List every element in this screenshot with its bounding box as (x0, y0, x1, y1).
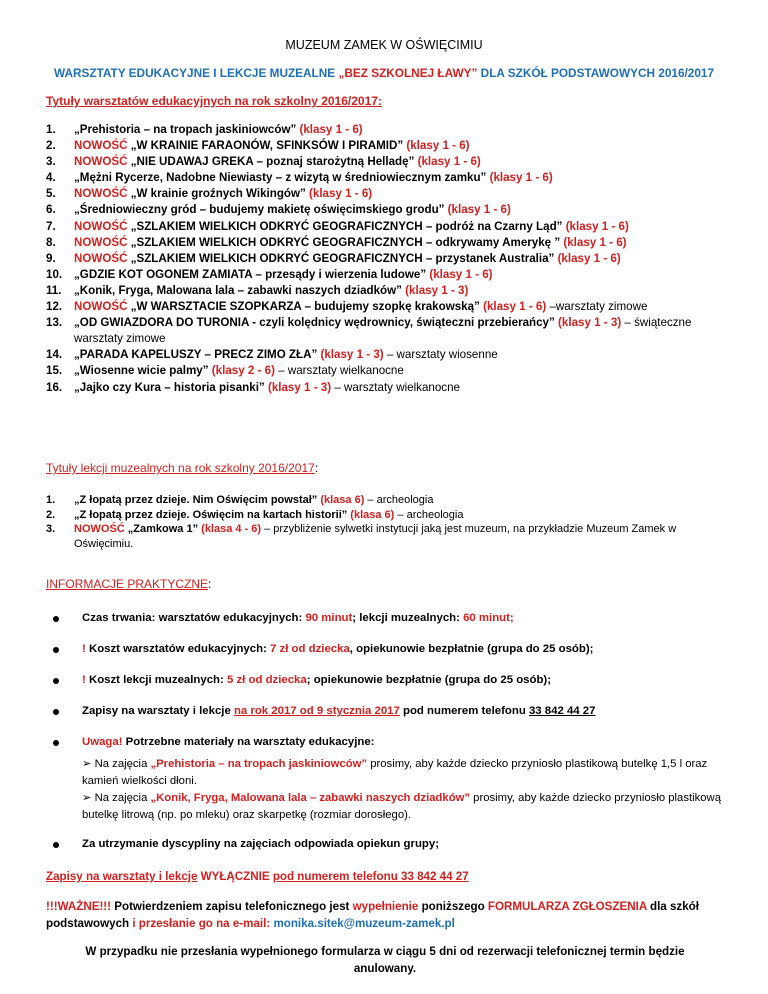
cost-workshops-mark: ! (82, 643, 89, 655)
sub1-text: prosimy, aby każde dziecko przyniosło plastikową butelkę 1,5 l oraz kamień wielkości dłoni. (82, 758, 708, 787)
only-phone-c: pod numerem telefonu 33 842 44 27 (272, 870, 469, 883)
item-title: „Z łopatą przez dzieje. Nim Oświęcim powstał” (74, 494, 318, 506)
duration-lessons-label: ; lekcji muzealnych: (352, 612, 464, 624)
list-item (46, 283, 736, 299)
materials-note-prehistoria (82, 756, 732, 790)
new-badge: NOWOŚĆ (74, 187, 131, 201)
sub2-title: „Konik, Fryga, Malowana lala – zabawki naszych dziadków” (150, 792, 471, 804)
cost-workshops-note: , opiekunowie bezpłatnie (grupa do 25 osób); (349, 643, 594, 655)
item-title: „OD GWIAZDORA DO TURONIA - czyli kolędnicy wędrownicy, świąteczni przebierańcy” (74, 316, 555, 330)
list-item (46, 363, 736, 379)
list-item (46, 267, 736, 283)
list-item (46, 235, 736, 251)
practical-heading-colon: : (208, 577, 212, 591)
item-number: 14. (46, 348, 63, 362)
item-classes: (klasy 1 - 3) (554, 316, 622, 330)
item-note: – świąteczne warsztaty zimowe (74, 316, 692, 346)
item-number: 1. (46, 123, 56, 136)
item-title: „NIE UDAWAJ GREKA – poznaj starożytną Helladę” (130, 155, 415, 169)
item-title: „Z łopatą przez dzieje. Oświęcim na kartach historii” (74, 508, 348, 521)
item-classes: (klasy 1 - 3) (264, 380, 332, 394)
item-classes: (klasy 1 - 6) (426, 267, 493, 281)
item-number: 6. (46, 203, 56, 217)
item-classes: (klasy 2 - 6) (208, 364, 275, 378)
duration-workshops: 90 minut (305, 612, 353, 624)
lesson-list (46, 493, 736, 551)
important-g: i przesłanie go na e-mail: (132, 917, 274, 930)
item-number: 3. (46, 523, 56, 536)
item-title: „Średniowieczny gród – budujemy makietę oświęcimskiego grodu” (74, 203, 445, 217)
cost-workshops-item (46, 643, 593, 655)
new-badge: NOWOŚĆ (74, 155, 131, 169)
item-title: „SZLAKIEM WIELKICH ODKRYĆ GEOGRAFICZNYCH – odkrywamy Amerykę ” (130, 235, 561, 249)
item-number: 1. (46, 494, 56, 506)
cost-lessons-item (46, 674, 551, 686)
important-mark: !!!WAŻNE!!! (46, 900, 112, 913)
item-title: „PARADA KAPELUSZY – PRECZ ZIMO ZŁA” (74, 348, 318, 362)
signup-item (46, 705, 595, 717)
subtitle-part-c: DLA SZKÓŁ PODSTAWOWYCH 2016/2017 (477, 66, 715, 80)
item-title: „SZLAKIEM WIELKICH ODKRYĆ GEOGRAFICZNYCH – przystanek Australia” (130, 251, 555, 265)
signup-phone-label: pod numerem telefonu (399, 705, 529, 717)
item-number: 12. (46, 300, 63, 314)
attention-item (46, 736, 374, 748)
cost-lessons-label: Koszt lekcji muzealnych: (88, 674, 227, 686)
important-d: poniższego (418, 900, 488, 913)
bullet-icon (53, 740, 59, 746)
discipline-text: Za utrzymanie dyscypliny na zajęciach odpowiada opiekun grupy; (82, 838, 439, 850)
lessons-heading (46, 461, 318, 475)
item-note: – przybliżenie sylwetki instytucji jaką jest muzeum, na przykładzie Muzeum Zamek w Oświęcimiu. (74, 523, 677, 550)
practical-heading (46, 577, 211, 591)
item-title: „W WARSZTACIE SZOPKARZA – budujemy szopkę krakowską” (130, 300, 480, 314)
item-classes: (klasy 1 - 6) (296, 123, 363, 136)
item-title: „GDZIE KOT OGONEM ZAMIATA – przesądy i wierzenia ludowe” (74, 267, 427, 281)
list-item (46, 154, 736, 170)
list-item (46, 122, 736, 138)
item-number: 10. (46, 267, 63, 281)
item-classes: (klasy 1 - 6) (560, 235, 627, 249)
duration-label: Czas trwania: warsztatów edukacyjnych: (82, 612, 306, 624)
attention-label: Uwaga! (82, 736, 123, 748)
list-item (46, 380, 736, 396)
new-badge: NOWOŚĆ (74, 300, 131, 314)
important-f: dla szkół podstawowych (46, 900, 699, 930)
cost-lessons-mark: ! (82, 674, 89, 686)
item-number: 7. (46, 219, 56, 233)
item-classes: (klasy 1 - 6) (554, 251, 621, 265)
attention-text: Potrzebne materiały na warsztaty edukacyjne: (122, 736, 375, 748)
cost-workshops-label: Koszt warsztatów edukacyjnych: (88, 643, 271, 655)
list-item (46, 315, 736, 347)
item-note: – archeologia (394, 508, 464, 521)
item-classes: (klasy 1 - 6) (486, 171, 553, 185)
item-note: – archeologia (364, 494, 434, 506)
new-badge: NOWOŚĆ (74, 139, 131, 153)
list-item (46, 186, 736, 202)
list-item (46, 522, 736, 551)
bullet-icon (53, 616, 59, 622)
lessons-heading-colon: : (314, 461, 319, 475)
item-number: 4. (46, 171, 56, 185)
duration-item (46, 612, 514, 624)
item-number: 2. (46, 139, 56, 153)
workshops-heading: Tytuły warsztatów edukacyjnych na rok szkolny 2016/2017: (46, 94, 382, 108)
item-number: 3. (46, 155, 56, 169)
list-item (46, 219, 736, 235)
only-phone-b: WYŁĄCZNIE (197, 870, 273, 883)
list-item (46, 251, 736, 267)
list-item (46, 299, 736, 315)
item-number: 9. (46, 251, 56, 265)
signup-label: Zapisy na warsztaty i lekcje (82, 705, 234, 717)
list-item (46, 170, 736, 186)
email-link[interactable]: monika.sitek@muzeum-zamek.pl (273, 917, 455, 930)
only-phone-a: Zapisy na warsztaty i lekcje (46, 870, 198, 883)
item-number: 8. (46, 235, 56, 249)
item-classes: (klasy 1 - 6) (479, 300, 547, 314)
item-number: 5. (46, 187, 56, 201)
sub2-text: prosimy, aby każde dziecko przyniosło plastikową butelkę litrową (np. po mleku) oraz skarpetkę (rozmiar dorosłego). (82, 792, 721, 821)
bullet-icon (53, 842, 59, 848)
item-classes: (klasa 6) (317, 494, 365, 506)
practical-heading-text: INFORMACJE PRAKTYCZNE (46, 577, 209, 591)
arrow-icon: ➢ (82, 758, 92, 770)
list-item (46, 493, 736, 508)
museum-title: MUZEUM ZAMEK W OŚWIĘCIMIU (285, 38, 483, 52)
item-classes: (klasy 1 - 6) (305, 187, 373, 201)
list-item (46, 138, 736, 154)
list-item (46, 202, 736, 218)
workshop-list (46, 122, 736, 396)
subtitle-part-a: WARSZTATY EDUKACYJNE I LEKCJE MUZEALNE (53, 66, 339, 80)
item-title: „Zamkowa 1” (127, 523, 199, 536)
cost-lessons-note: ; opiekunowie bezpłatnie (grupa do 25 osób); (306, 674, 552, 686)
sub2-lead: Na zajęcia (91, 792, 151, 804)
list-item (46, 347, 736, 363)
important-b: Potwierdzeniem zapisu telefonicznego jest (111, 900, 353, 913)
arrow-icon: ➢ (82, 792, 92, 804)
item-title: „Jajko czy Kura – historia pisanki” (74, 380, 265, 394)
list-item (46, 508, 736, 523)
document-subtitle (0, 66, 768, 80)
cost-lessons-price: 5 zł od dziecka (226, 674, 307, 686)
item-number: 11. (46, 283, 62, 297)
new-badge: NOWOŚĆ (74, 235, 131, 249)
lessons-heading-text: Tytuły lekcji muzealnych na rok szkolny 2016/2017 (46, 461, 315, 475)
item-note: – warsztaty wielkanocne (331, 380, 461, 394)
bullet-icon (53, 678, 59, 684)
new-badge: NOWOŚĆ (74, 251, 131, 265)
signup-phone: 33 842 44 27 (528, 705, 596, 717)
new-badge: NOWOŚĆ (74, 219, 131, 233)
signup-only-phone (46, 870, 736, 883)
materials-note-konik (82, 790, 732, 824)
cost-workshops-price: 7 zł od dziecka (270, 643, 350, 655)
item-classes: (klasa 6) (347, 508, 395, 521)
new-badge: NOWOŚĆ (74, 523, 128, 536)
important-form: FORMULARZA ZGŁOSZENIA (487, 900, 647, 913)
item-number: 15. (46, 364, 63, 378)
item-note: –warsztaty zimowe (546, 300, 648, 314)
item-classes: (klasy 1 - 3) (401, 283, 469, 297)
item-number: 2. (46, 508, 56, 521)
item-note: – warsztaty wielkanocne (274, 364, 404, 378)
item-title: „W KRAINIE FARAONÓW, SFINKSÓW I PIRAMID” (130, 139, 404, 153)
item-classes: (klasy 1 - 6) (444, 203, 511, 217)
item-title: „Konik, Fryga, Malowana lala – zabawki naszych dziadków” (74, 283, 402, 297)
important-c: wypełnienie (352, 900, 419, 913)
bullet-icon (53, 709, 59, 715)
item-classes: (klasy 1 - 6) (562, 219, 629, 233)
duration-lessons: 60 minut; (463, 612, 514, 624)
item-title: „Prehistoria – na tropach jaskiniowców” (74, 123, 297, 136)
sub1-title: „Prehistoria – na tropach jaskiniowców” (150, 758, 368, 770)
item-number: 16. (46, 380, 63, 394)
important-note (46, 898, 736, 932)
item-classes: (klasy 1 - 6) (403, 139, 470, 153)
discipline-item (46, 838, 439, 850)
item-title: „SZLAKIEM WIELKICH ODKRYĆ GEOGRAFICZNYCH – podróż na Czarny Ląd” (130, 219, 563, 233)
item-number: 13. (46, 316, 63, 330)
item-classes: (klasy 1 - 3) (317, 348, 384, 362)
item-title: „Wiosenne wicie palmy” (74, 364, 209, 378)
item-classes: (klasy 1 - 6) (414, 155, 481, 169)
item-title: „W krainie groźnych Wikingów” (130, 187, 306, 201)
signup-date: na rok 2017 od 9 stycznia 2017 (233, 705, 400, 717)
item-note: – warsztaty wiosenne (383, 348, 498, 362)
item-title: „Mężni Rycerze, Nadobne Niewiasty – z wizytą w średniowiecznym zamku” (74, 171, 487, 185)
sub1-lead: Na zajęcia (91, 758, 151, 770)
cancel-note: W przypadku nie przesłania wypełnionego formularza w ciągu 5 dni od rezerwacji telefonicznej termin będzie anulowany. (85, 945, 685, 975)
bullet-icon (53, 647, 59, 653)
subtitle-part-b: „BEZ SZKOLNEJ ŁAWY” (338, 66, 478, 80)
item-classes: (klasa 4 - 6) (198, 523, 262, 536)
